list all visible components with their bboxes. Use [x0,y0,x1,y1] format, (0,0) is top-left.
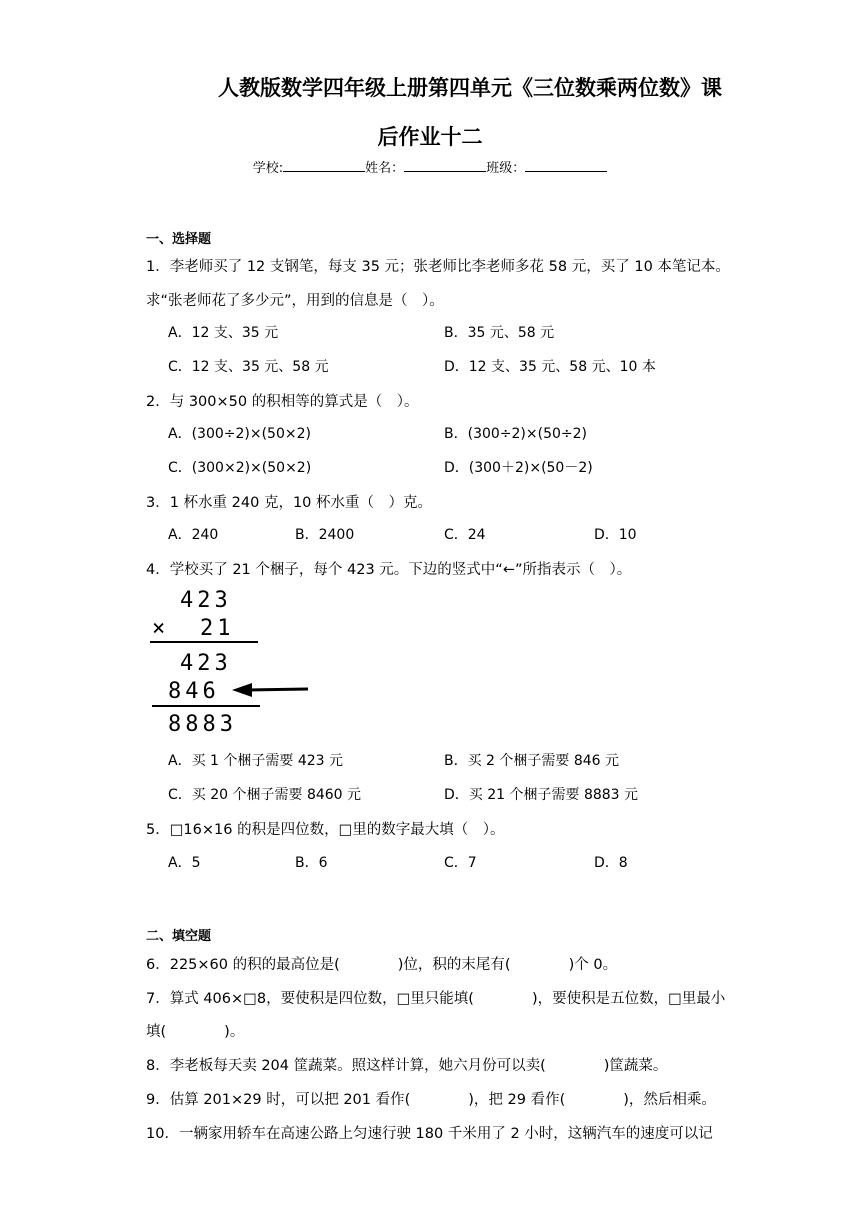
q4-option-d[interactable]: D．买 21 个梱子需要 8883 元 [444,787,639,803]
name-label: 姓名： [365,161,405,176]
q2-option-a[interactable]: A．(300÷2)×(50×2) [168,426,311,442]
question-7-line1: 7．算式 406×□8，要使积是四位数，□里只能填( )，要使积是五位数，□里最小 [146,991,726,1007]
vertical-multiplication [146,588,326,738]
page-title-line2: 后作业十二 [377,125,483,149]
q1-option-c[interactable]: C．12 支、35 元、58 元 [168,359,329,375]
question-6: 6．225×60 的积的最高位是( )位，积的末尾有( )个 0。 [146,957,618,973]
vertical-multiplicand: 423 [180,588,232,613]
vertical-operator: × [152,616,170,641]
q2-option-d[interactable]: D．(300＋2)×(50－2) [444,460,593,476]
q4-option-b[interactable]: B．买 2 个梱子需要 846 元 [444,753,620,769]
vertical-partial-2: 846 [168,679,220,704]
q1-option-d[interactable]: D．12 支、35 元、58 元、10 本 [444,359,656,375]
q2-option-c[interactable]: C．(300×2)×(50×2) [168,460,312,476]
q3-option-d[interactable]: D．10 [594,527,637,543]
vertical-rule-1 [150,641,258,643]
q3-option-b[interactable]: B．2400 [295,527,355,543]
question-2-line1: 2．与 300×50 的积相等的算式是（ ）。 [146,394,419,410]
student-info-row [0,157,860,176]
question-4-line1: 4．学校买了 21 个梱子，每个 423 元。下边的竖式中“←”所指表示（ ）。 [146,562,632,578]
class-label: 班级： [486,161,526,176]
q5-option-d[interactable]: D．8 [594,855,628,871]
q5-option-c[interactable]: C．7 [444,855,477,871]
question-1-line1: 1．李老师买了 12 支钢笔，每支 35 元；张老师比李老师多花 58 元，买了 10 本笔记本。 [146,259,730,275]
question-10-line1: 10．一辆家用轿车在高速公路上匀速行驶 180 千米用了 2 小时，这辆汽车的速度可以记 [146,1126,713,1142]
q4-option-c[interactable]: C．买 20 个梱子需要 8460 元 [168,787,362,803]
question-7-line2: 填( )。 [146,1024,245,1040]
vertical-result: 8883 [168,712,237,737]
question-3-line1: 3．1 杯水重 240 克，10 杯水重（ ）克。 [146,495,433,511]
left-arrow-icon [230,680,310,700]
school-label: 学校: [252,161,284,176]
q1-option-a[interactable]: A．12 支、35 元 [168,325,279,341]
school-blank[interactable] [283,158,365,172]
section-heading-fill: 二、填空题 [146,929,212,944]
q4-option-a[interactable]: A．买 1 个梱子需要 423 元 [168,753,344,769]
question-8: 8．李老板每天卖 204 筐蔬菜。照这样计算，她六月份可以卖( )筐蔬菜。 [146,1058,668,1074]
q5-option-a[interactable]: A．5 [168,855,201,871]
vertical-partial-1: 423 [180,651,232,676]
q3-option-c[interactable]: C．24 [444,527,486,543]
q2-option-b[interactable]: B．(300÷2)×(50÷2) [444,426,587,442]
q1-option-b[interactable]: B．35 元、58 元 [444,325,555,341]
question-5-line1: 5．□16×16 的积是四位数，□里的数字最大填（ ）。 [146,822,505,838]
q5-option-b[interactable]: B．6 [295,855,328,871]
page-title-line1: 人教版数学四年级上册第四单元《三位数乘两位数》课 [218,76,722,100]
vertical-multiplier: 21 [200,616,235,641]
name-blank[interactable] [404,158,486,172]
class-blank[interactable] [525,158,607,172]
question-1-line2: 求“张老师花了多少元”，用到的信息是（ ）。 [146,293,444,309]
q3-option-a[interactable]: A．240 [168,527,219,543]
section-heading-choice: 一、选择题 [146,232,212,247]
question-9: 9．估算 201×29 时，可以把 201 看作( )，把 29 看作( )，然后相乘。 [146,1092,716,1108]
vertical-rule-2 [152,705,260,707]
